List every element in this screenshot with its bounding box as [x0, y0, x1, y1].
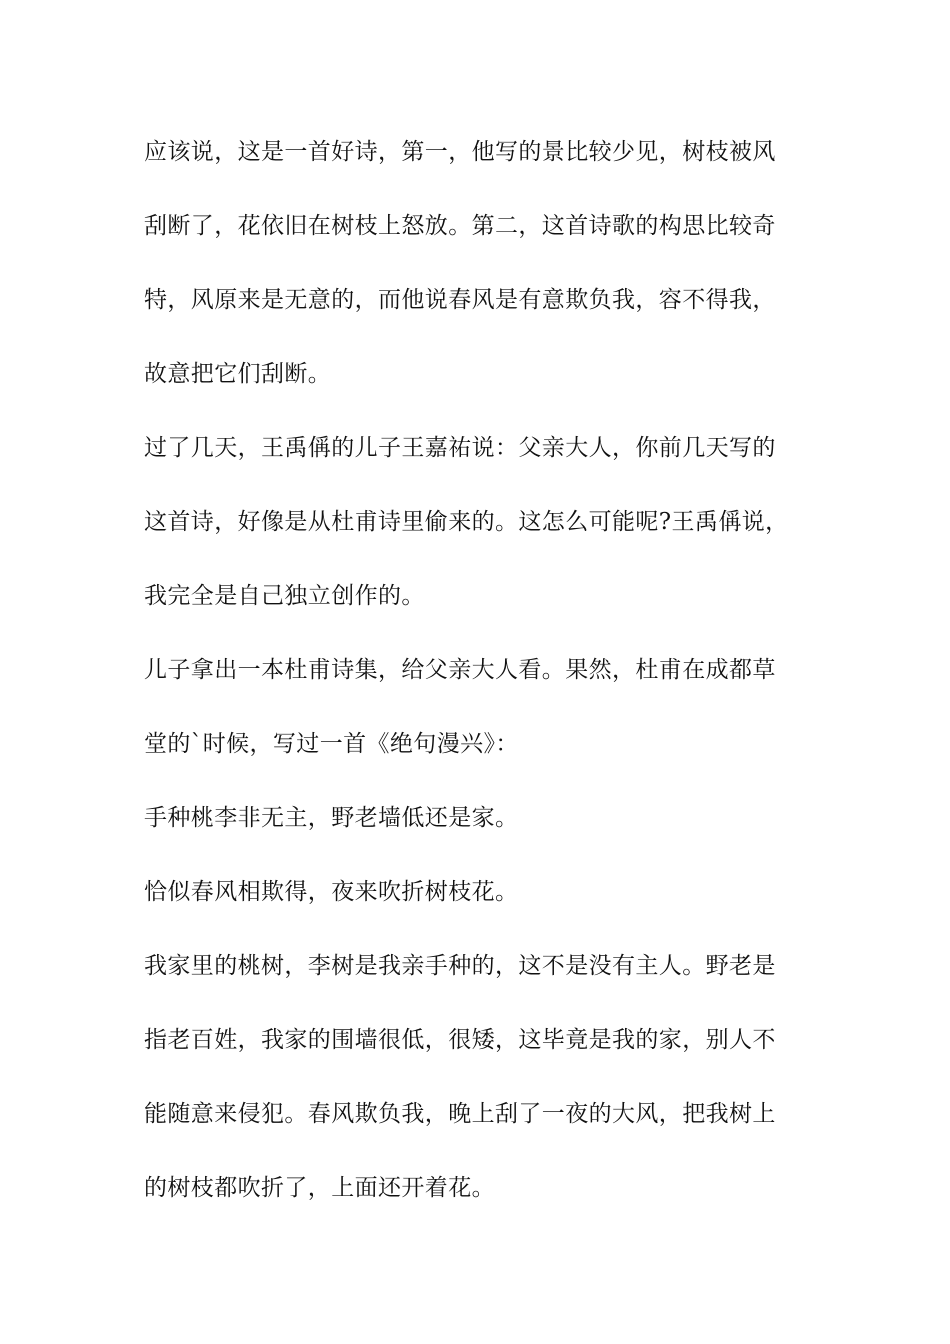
text-line: 过了几天，王禹偁的儿子王嘉祐说：父亲大人，你前几天写的 [144, 435, 776, 461]
poem-line: 手种桃李非无主，野老墙低还是家。 [144, 805, 519, 831]
text-line: 堂的`时候，写过一首《绝句漫兴》： [144, 731, 519, 757]
text-line: 的树枝都吹折了，上面还开着花。 [144, 1175, 495, 1201]
text-line: 儿子拿出一本杜甫诗集，给父亲大人看。果然，杜甫在成都草 [144, 657, 776, 683]
text-line: 故意把它们刮断。 [144, 361, 332, 387]
text-line: 我家里的桃树，李树是我亲手种的，这不是没有主人。野老是 [144, 953, 776, 979]
poem-line: 恰似春风相欺得，夜来吹折树枝花。 [144, 879, 519, 905]
text-line: 应该说，这是一首好诗，第一，他写的景比较少见，树枝被风 [144, 139, 776, 165]
text-line: 指老百姓，我家的围墙很低，很矮，这毕竟是我的家，别人不 [144, 1027, 776, 1053]
text-line: 这首诗，好像是从杜甫诗里偷来的。这怎么可能呢?王禹偁说， [144, 509, 789, 535]
text-line: 能随意来侵犯。春风欺负我，晚上刮了一夜的大风，把我树上 [144, 1101, 776, 1127]
text-line: 刮断了，花依旧在树枝上怒放。第二，这首诗歌的构思比较奇 [144, 213, 776, 239]
text-line: 我完全是自己独立创作的。 [144, 583, 425, 609]
text-line: 特，风原来是无意的，而他说春风是有意欺负我，容不得我， [144, 287, 776, 313]
